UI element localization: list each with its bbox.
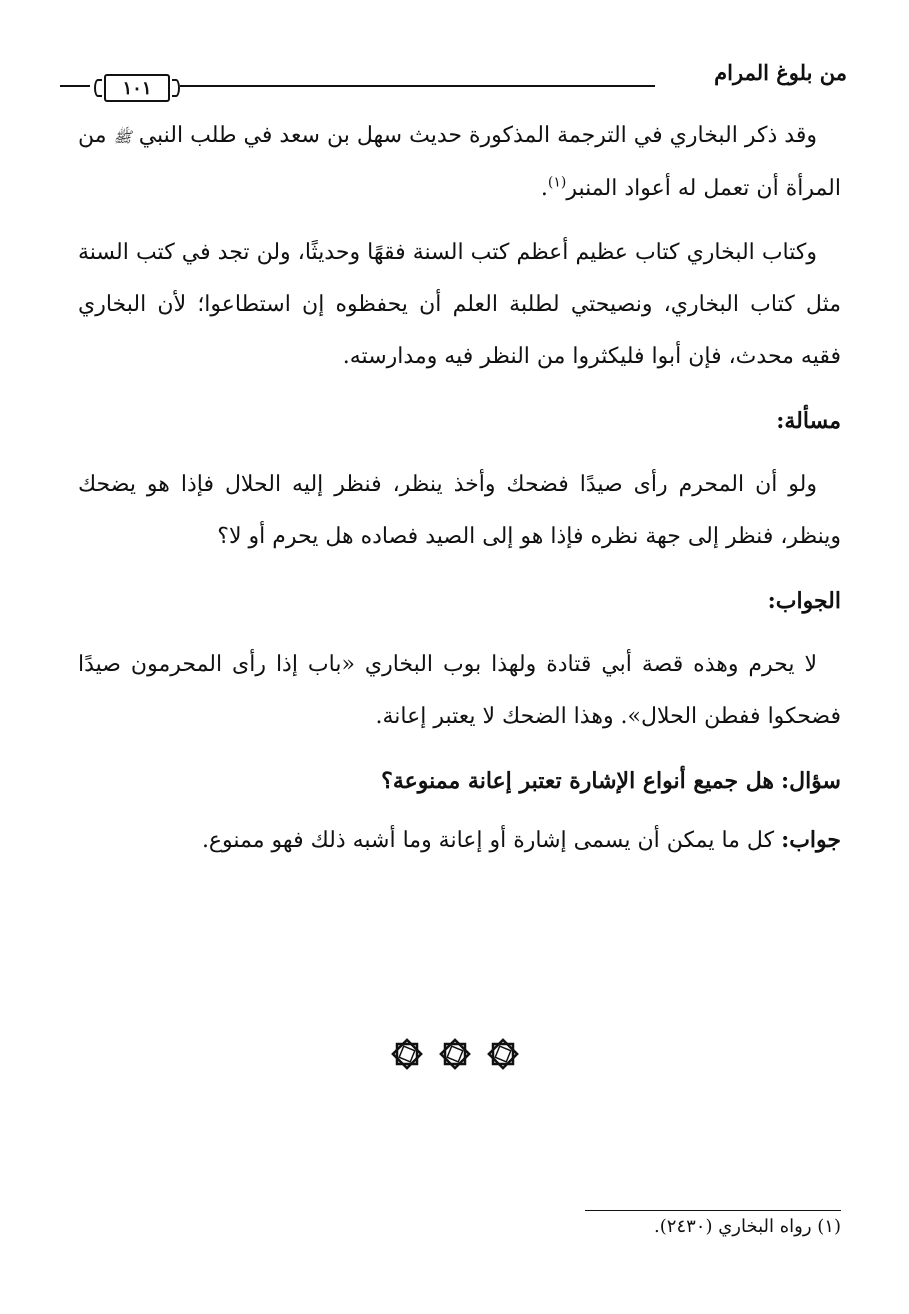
answer-line [78, 814, 841, 867]
paragraph-2: وكتاب البخاري كتاب عظيم أعظم كتب السنة فقهًا وحديثًا، ولن تجد في كتب السنة مثل كتاب البخاري، ونصيحتي لطلبة العلم أن يحفظوه إن استطاعوا؛ لأن البخاري فقيه محدث، فإن أبوا فليكثروا من النظر فيه ومدارسته. [78, 240, 841, 369]
paragraph-4: لا يحرم وهذه قصة أبي قتادة ولهذا بوب البخاري «باب إذا رأى المحرمون صيدًا فضحكوا ففطن الحلال». وهذا الضحك لا يعتبر إعانة. [78, 652, 841, 729]
footnote: (١) رواه البخاري (٢٤٣٠). [654, 1216, 841, 1237]
paragraph-1-end: من المرأة أن تعمل له أعواد المنبر [78, 123, 841, 201]
header-rule [180, 85, 655, 87]
eight-point-star-icon [437, 1036, 473, 1072]
footnote-rule [585, 1210, 841, 1211]
page-number: ١٠١ [104, 74, 170, 102]
question-line [78, 755, 841, 808]
question-text: هل جميع أنواع الإشارة تعتبر إعانة ممنوعة؟ [381, 768, 774, 794]
header-rule-left [60, 85, 90, 87]
section-ornaments [0, 1036, 909, 1072]
question-label: سؤال: [780, 768, 841, 794]
paragraph-1-text: وقد ذكر البخاري في الترجمة المذكورة حديث سهل بن سعد في طلب النبي [138, 123, 817, 148]
paragraph-1: وقد ذكر البخاري في الترجمة المذكورة حديث سهل بن سعد في طلب النبي ﷺ من المرأة أن تعمل له أعواد المنبر$^{(١)}$. [78, 123, 841, 201]
heading-answer: الجواب: [767, 588, 841, 614]
eight-point-star-icon [389, 1036, 425, 1072]
answer-label: جواب: [781, 827, 841, 853]
page-header [60, 60, 847, 110]
paragraph-3: ولو أن المحرم رأى صيدًا فضحك وأخذ ينظر، فنظر إليه الحلال فإذا هو يضحك وينظر، فنظر إلى جهة نظره فإذا هو إلى الصيد فصاده هل يحرم أو لا؟ [78, 472, 841, 549]
pbuh-glyph: ﷺ [113, 128, 132, 146]
page-body [78, 110, 841, 873]
footnote-ref: (١) [547, 174, 567, 191]
heading-question: مسألة: [776, 408, 841, 434]
answer-text: كل ما يمكن أن يسمى إشارة أو إعانة وما أشبه ذلك فهو ممنوع. [201, 828, 775, 853]
book-title: من بلوغ المرام [714, 60, 847, 85]
eight-point-star-icon [485, 1036, 521, 1072]
header-rule-mid [182, 85, 200, 87]
